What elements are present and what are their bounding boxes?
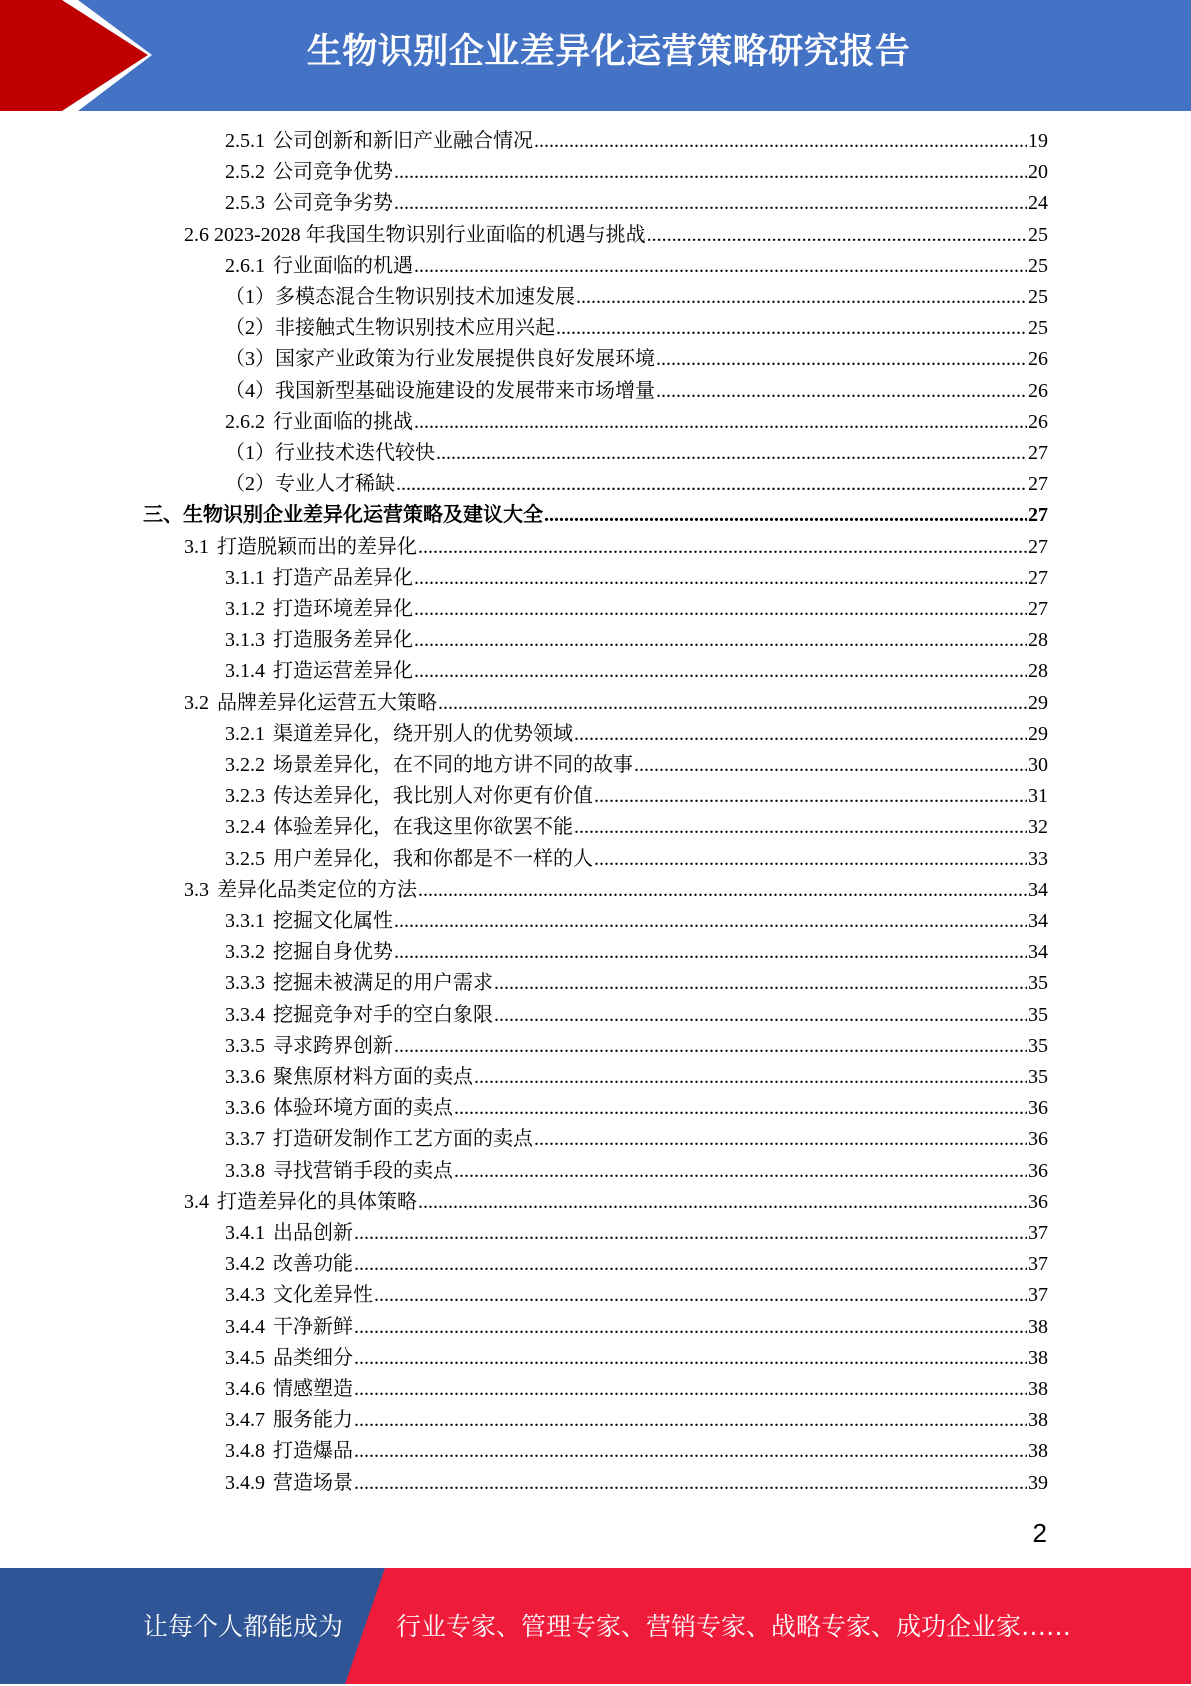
toc-entry-number: 3.1.4 <box>225 660 265 683</box>
toc-entry-label: （1）行业技术迭代较快 <box>225 442 435 464</box>
toc-entry[interactable] <box>225 1063 1048 1091</box>
toc-dot-leader <box>414 564 1027 592</box>
toc-dot-leader <box>414 626 1027 654</box>
toc-entry-number: 3.2.5 <box>225 847 265 870</box>
toc-entry-number: 3.3.6 <box>225 1066 265 1088</box>
toc-entry-number: 2.6.2 <box>225 410 265 433</box>
toc-entry-title <box>225 158 393 186</box>
toc-entry[interactable] <box>225 1094 1048 1122</box>
toc-entry-title <box>225 938 393 966</box>
toc-entry[interactable] <box>225 595 1048 623</box>
toc-entry-number: 3.3.7 <box>225 1128 265 1151</box>
toc-entry-label: 挖掘未被满足的用户需求 <box>273 972 493 995</box>
toc-entry-page: 27 <box>1028 566 1048 589</box>
toc-dot-leader <box>354 1313 1027 1341</box>
toc-entry-page: 34 <box>1028 910 1048 932</box>
toc-dot-leader <box>656 377 1027 405</box>
toc-entry-label: 场景差异化，在不同的地方讲不同的故事 <box>273 754 633 776</box>
toc-entry-label: 传达差异化，我比别人对你更有价值 <box>273 785 593 808</box>
toc-entry-label: 差异化品类定位的方法 <box>217 878 417 901</box>
toc-entry[interactable] <box>225 189 1048 217</box>
footer-slogan-right: 行业专家、管理专家、营销专家、战略专家、成功企业家…… <box>396 1612 1072 1641</box>
toc-entry-number: 2.5.2 <box>225 161 265 184</box>
toc-entry-label: 打造服务差异化 <box>273 629 413 652</box>
page-footer <box>0 1568 1191 1684</box>
toc-entry-page: 27 <box>1028 535 1048 558</box>
toc-entry[interactable] <box>225 1344 1048 1372</box>
toc-entry-number: 3.2.4 <box>225 816 265 839</box>
toc-entry[interactable] <box>184 533 1048 561</box>
toc-entry-number: 3.4.6 <box>225 1378 265 1400</box>
toc-entry-number: 3.4.8 <box>225 1440 265 1463</box>
toc-entry-page: 36 <box>1028 1097 1048 1120</box>
toc-entry[interactable] <box>225 751 1048 779</box>
toc-entry-label: 品类细分 <box>273 1346 353 1369</box>
toc-entry-label: 聚焦原材料方面的卖点 <box>273 1066 473 1088</box>
toc-entry-title <box>225 1281 373 1309</box>
toc-entry-page: 34 <box>1028 941 1048 964</box>
toc-entry-title <box>184 1188 417 1216</box>
toc-dot-leader <box>354 1375 1027 1403</box>
toc-entry-number: 2.5.1 <box>225 130 265 152</box>
toc-entry-title <box>225 283 575 311</box>
toc-entry-label: 服务能力 <box>273 1409 353 1432</box>
toc-entry-page: 35 <box>1028 1003 1048 1026</box>
toc-entry-label: 体验差异化，在我这里你欲罢不能 <box>273 816 573 839</box>
toc-entry-label: （2）非接触式生物识别技术应用兴起 <box>225 317 555 340</box>
toc-entry[interactable] <box>225 1250 1048 1278</box>
toc-entry[interactable] <box>184 221 1048 249</box>
toc-entry-title <box>225 626 413 654</box>
toc-entry-title <box>225 189 393 217</box>
toc-entry-page: 36 <box>1028 1190 1048 1213</box>
toc-entry-number: 3.1.1 <box>225 566 265 589</box>
toc-dot-leader <box>418 876 1027 904</box>
toc-entry-page: 29 <box>1028 691 1048 714</box>
toc-entry-label: 情感塑造 <box>273 1378 353 1400</box>
toc-entry-number: 3.1.2 <box>225 598 265 620</box>
toc-entry-page: 19 <box>1028 130 1048 152</box>
toc-entry-label: 出品创新 <box>273 1222 353 1244</box>
toc-entry-number: 3.3.2 <box>225 941 265 964</box>
toc-entry-label: 用户差异化，我和你都是不一样的人 <box>273 847 593 870</box>
toc-entry-title <box>225 1375 353 1403</box>
toc-entry-page: 28 <box>1028 660 1048 683</box>
toc-dot-leader <box>454 1157 1027 1185</box>
toc-entry-number: 3.3.8 <box>225 1159 265 1182</box>
page-number: 2 <box>1032 1518 1047 1548</box>
toc-dot-leader <box>354 1406 1027 1434</box>
toc-dot-leader <box>534 127 1027 155</box>
toc-entry-title <box>225 845 593 873</box>
toc-entry-title <box>225 408 413 436</box>
toc-entry-page: 28 <box>1028 629 1048 652</box>
toc-entry-label: 行业面临的机遇 <box>273 254 413 277</box>
toc-entry-number: 3.4 <box>184 1190 209 1213</box>
toc-entry-page: 27 <box>1028 442 1048 464</box>
toc-entry-page: 25 <box>1028 223 1048 246</box>
toc-entry-page: 20 <box>1028 161 1048 184</box>
toc-dot-leader <box>574 813 1027 841</box>
toc-dot-leader <box>394 1032 1027 1060</box>
toc-entry-number: 3.3.3 <box>225 972 265 995</box>
toc-entry[interactable] <box>225 782 1048 810</box>
toc-entry-number: 2.5.3 <box>225 192 265 215</box>
toc-entry-number: 3.3.4 <box>225 1003 265 1026</box>
toc-entry[interactable] <box>225 1157 1048 1185</box>
toc-entry[interactable] <box>225 845 1048 873</box>
toc-entry-label: 挖掘竞争对手的空白象限 <box>273 1003 493 1026</box>
toc-entry-title <box>225 969 493 997</box>
toc-entry[interactable] <box>225 408 1048 436</box>
toc-entry[interactable] <box>225 1375 1048 1403</box>
toc-entry-label: 打造运营差异化 <box>273 660 413 683</box>
toc-entry-number: 3.3 <box>184 878 209 901</box>
toc-entry[interactable] <box>184 689 1048 717</box>
toc-entry[interactable] <box>225 158 1048 186</box>
toc-entry-label: 品牌差异化运营五大策略 <box>217 691 437 714</box>
toc-entry-title <box>184 221 646 249</box>
toc-entry-page: 37 <box>1028 1222 1048 1244</box>
toc-dot-leader <box>394 938 1027 966</box>
toc-entry-page: 27 <box>1028 504 1048 527</box>
toc-entry-number: 3.1 <box>184 535 209 558</box>
toc-entry-number: 3.2 <box>184 691 209 714</box>
toc-entry-label: 寻求跨界创新 <box>273 1034 393 1057</box>
toc-entry-title <box>184 689 437 717</box>
toc-dot-leader <box>438 689 1027 717</box>
toc-entry-page: 35 <box>1028 1066 1048 1088</box>
toc-entry-page: 26 <box>1028 410 1048 433</box>
toc-entry-title <box>225 1125 533 1153</box>
toc-entry[interactable] <box>225 720 1048 748</box>
toc-entry-page: 35 <box>1028 1034 1048 1057</box>
toc-dot-leader <box>418 533 1027 561</box>
toc-entry-title <box>225 127 533 155</box>
toc-entry-label: 三、生物识别企业差异化运营策略及建议大全 <box>143 504 543 527</box>
toc-dot-leader <box>574 720 1027 748</box>
toc-entry-label: 打造研发制作工艺方面的卖点 <box>273 1128 533 1151</box>
toc-entry[interactable] <box>225 626 1048 654</box>
report-title: 生物识别企业差异化运营策略研究报告 <box>306 32 911 72</box>
toc-dot-leader <box>634 751 1027 779</box>
toc-entry-page: 38 <box>1028 1346 1048 1369</box>
toc-entry-title <box>225 1250 353 1278</box>
toc-entry-label: 渠道差异化，绕开别人的优势领域 <box>273 722 573 745</box>
toc-entry-label: 寻找营销手段的卖点 <box>273 1159 453 1182</box>
toc-dot-leader <box>354 1344 1027 1372</box>
toc-entry-title <box>225 1437 353 1465</box>
toc-entry[interactable] <box>225 439 1048 467</box>
toc-entry-number: 3.1.3 <box>225 629 265 652</box>
toc-dot-leader <box>656 345 1027 373</box>
toc-entry-page: 35 <box>1028 972 1048 995</box>
toc-dot-leader <box>474 1063 1027 1091</box>
toc-entry-number: 3.3.5 <box>225 1034 265 1057</box>
toc-dot-leader <box>394 907 1027 935</box>
toc-entry-title <box>184 876 417 904</box>
toc-entry-title <box>225 470 395 498</box>
toc-entry[interactable] <box>225 127 1048 155</box>
toc-entry-label: 文化差异性 <box>273 1284 373 1307</box>
toc-dot-leader <box>494 969 1027 997</box>
toc-dot-leader <box>534 1125 1027 1153</box>
toc-entry-page: 37 <box>1028 1253 1048 1276</box>
toc-entry[interactable] <box>225 907 1048 935</box>
toc-entry-label: 公司竞争优势 <box>273 161 393 184</box>
toc-entry-page: 36 <box>1028 1159 1048 1182</box>
toc-entry[interactable] <box>225 1437 1048 1465</box>
toc-dot-leader <box>454 1094 1027 1122</box>
footer-slogan-left: 让每个人都能成为 <box>143 1612 344 1641</box>
toc-entry-page: 37 <box>1028 1284 1048 1307</box>
toc-entry-title <box>225 907 393 935</box>
toc-entry-page: 39 <box>1028 1471 1048 1494</box>
toc-entry[interactable] <box>225 969 1048 997</box>
toc-entry-number: 3.4.7 <box>225 1409 265 1432</box>
toc-entry-title <box>225 720 573 748</box>
toc-entry-title <box>225 657 413 685</box>
toc-dot-leader <box>414 595 1027 623</box>
toc-entry-page: 38 <box>1028 1315 1048 1338</box>
toc-entry-number: 3.4.2 <box>225 1253 265 1276</box>
toc-entry[interactable] <box>225 345 1048 373</box>
toc-entry[interactable] <box>225 564 1048 592</box>
toc-dot-leader <box>494 1001 1027 1029</box>
toc-entry[interactable] <box>225 1032 1048 1060</box>
toc-entry-title <box>225 1157 453 1185</box>
toc-entry-page: 34 <box>1028 878 1048 901</box>
toc-dot-leader <box>354 1219 1027 1247</box>
toc-entry-label: 行业面临的挑战 <box>273 410 413 433</box>
toc-entry-page: 38 <box>1028 1440 1048 1463</box>
toc-entry-title <box>225 1094 453 1122</box>
toc-entry[interactable] <box>184 1188 1048 1216</box>
toc-entry-label: 打造产品差异化 <box>273 566 413 589</box>
toc-entry-number: 3.4.3 <box>225 1284 265 1307</box>
toc-entry-label: （4）我国新型基础设施建设的发展带来市场增量 <box>225 379 655 402</box>
toc-entry-page: 27 <box>1028 598 1048 620</box>
toc-entry-title <box>225 564 413 592</box>
toc-entry[interactable] <box>225 813 1048 841</box>
toc-entry-title <box>225 782 593 810</box>
toc-entry[interactable] <box>225 314 1048 342</box>
toc-entry-page: 25 <box>1028 317 1048 340</box>
toc-entry-label: 营造场景 <box>273 1471 353 1494</box>
toc-entry-number: 3.2.1 <box>225 722 265 745</box>
toc-entry[interactable] <box>225 1219 1048 1247</box>
toc-entry[interactable] <box>184 876 1048 904</box>
toc-entry-page: 31 <box>1028 785 1048 808</box>
toc-entry-title <box>225 595 413 623</box>
toc-entry-title <box>225 1406 353 1434</box>
toc-entry-title <box>225 377 655 405</box>
toc-entry[interactable] <box>225 1001 1048 1029</box>
toc-dot-leader <box>594 845 1027 873</box>
toc-dot-leader <box>647 221 1027 249</box>
toc-entry-title <box>225 439 435 467</box>
toc-dot-leader <box>414 657 1027 685</box>
toc-entry-number: 2.6.1 <box>225 254 265 277</box>
toc-entry-label: （2）专业人才稀缺 <box>225 473 395 496</box>
toc-dot-leader <box>544 501 1027 529</box>
toc-dot-leader <box>414 408 1027 436</box>
toc-entry[interactable] <box>225 938 1048 966</box>
toc-entry-label: 公司竞争劣势 <box>273 192 393 215</box>
toc-entry[interactable] <box>225 1125 1048 1153</box>
toc-entry-title <box>225 751 633 779</box>
toc-entry-title <box>143 501 543 529</box>
toc-entry-page: 26 <box>1028 379 1048 402</box>
page-header <box>0 0 1191 111</box>
toc-entry-label: 打造差异化的具体策略 <box>217 1190 417 1213</box>
toc-dot-leader <box>354 1437 1027 1465</box>
toc-entry-page: 32 <box>1028 816 1048 839</box>
toc-entry-label: 挖掘文化属性 <box>273 910 393 932</box>
toc-entry-page: 33 <box>1028 847 1048 870</box>
toc-entry-label: 打造环境差异化 <box>273 598 413 620</box>
toc-entry-label: 干净新鲜 <box>273 1315 353 1338</box>
toc-entry[interactable] <box>225 377 1048 405</box>
toc-entry-page: 30 <box>1028 754 1048 776</box>
toc-entry-title <box>225 252 413 280</box>
toc-entry-page: 25 <box>1028 286 1048 308</box>
toc-dot-leader <box>594 782 1027 810</box>
toc-entry-title <box>225 1063 473 1091</box>
toc-entry-title <box>225 1344 353 1372</box>
toc-entry-label: 公司创新和新旧产业融合情况 <box>273 130 533 152</box>
toc-entry-page: 38 <box>1028 1378 1048 1400</box>
toc-entry[interactable] <box>225 1281 1048 1309</box>
toc-dot-leader <box>354 1250 1027 1278</box>
toc-entry-label: 改善功能 <box>273 1253 353 1276</box>
toc-entry-page: 25 <box>1028 254 1048 277</box>
toc-entry[interactable] <box>143 501 1048 529</box>
toc-entry[interactable] <box>225 283 1048 311</box>
toc-entry[interactable] <box>225 1313 1048 1341</box>
toc-entry-title <box>225 1001 493 1029</box>
toc-entry[interactable] <box>225 1469 1048 1497</box>
toc-entry-label: （1）多模态混合生物识别技术加速发展 <box>225 286 575 308</box>
toc-entry-title <box>225 1032 393 1060</box>
toc-entry-number: 3.2.3 <box>225 785 265 808</box>
toc-entry-page: 27 <box>1028 473 1048 496</box>
toc-entry-title <box>225 1313 353 1341</box>
toc-entry-number: 3.3.6 <box>225 1097 265 1120</box>
toc-entry[interactable] <box>225 470 1048 498</box>
toc-dot-leader <box>414 252 1027 280</box>
toc-dot-leader <box>394 189 1027 217</box>
toc-entry[interactable] <box>225 252 1048 280</box>
toc-entry-number: 3.4.5 <box>225 1346 265 1369</box>
toc-dot-leader <box>374 1281 1027 1309</box>
toc-entry-number: 3.3.1 <box>225 910 265 932</box>
toc-entry-title <box>225 345 655 373</box>
toc-entry-number: 3.4.4 <box>225 1315 265 1338</box>
toc-dot-leader <box>576 283 1027 311</box>
toc-dot-leader <box>354 1469 1027 1497</box>
toc-dot-leader <box>418 1188 1027 1216</box>
toc-entry-title <box>225 314 555 342</box>
toc-entry-label: 体验环境方面的卖点 <box>273 1097 453 1120</box>
toc-dot-leader <box>556 314 1027 342</box>
toc-entry-title <box>225 1219 353 1247</box>
toc-entry-page: 26 <box>1028 348 1048 371</box>
toc-entry-label: （3）国家产业政策为行业发展提供良好发展环境 <box>225 348 655 371</box>
toc-dot-leader <box>396 470 1027 498</box>
toc-entry-page: 36 <box>1028 1128 1048 1151</box>
toc-entry-page: 29 <box>1028 722 1048 745</box>
toc-entry-label: 2.6 2023-2028 年我国生物识别行业面临的机遇与挑战 <box>184 223 646 246</box>
toc-dot-leader <box>394 158 1027 186</box>
toc-entry[interactable] <box>225 657 1048 685</box>
toc-entry-number: 3.4.9 <box>225 1471 265 1494</box>
toc-entry-label: 打造脱颖而出的差异化 <box>217 535 417 558</box>
toc-entry-page: 24 <box>1028 192 1048 215</box>
toc-entry-title <box>225 813 573 841</box>
toc-entry-page: 38 <box>1028 1409 1048 1432</box>
toc-entry-label: 挖掘自身优势 <box>273 941 393 964</box>
toc-dot-leader <box>436 439 1027 467</box>
toc-entry-number: 3.2.2 <box>225 754 265 776</box>
toc-entry[interactable] <box>225 1406 1048 1434</box>
toc-entry-title <box>225 1469 353 1497</box>
toc-entry-label: 打造爆品 <box>273 1440 353 1463</box>
toc-entry-title <box>184 533 417 561</box>
toc-entry-number: 3.4.1 <box>225 1222 265 1244</box>
